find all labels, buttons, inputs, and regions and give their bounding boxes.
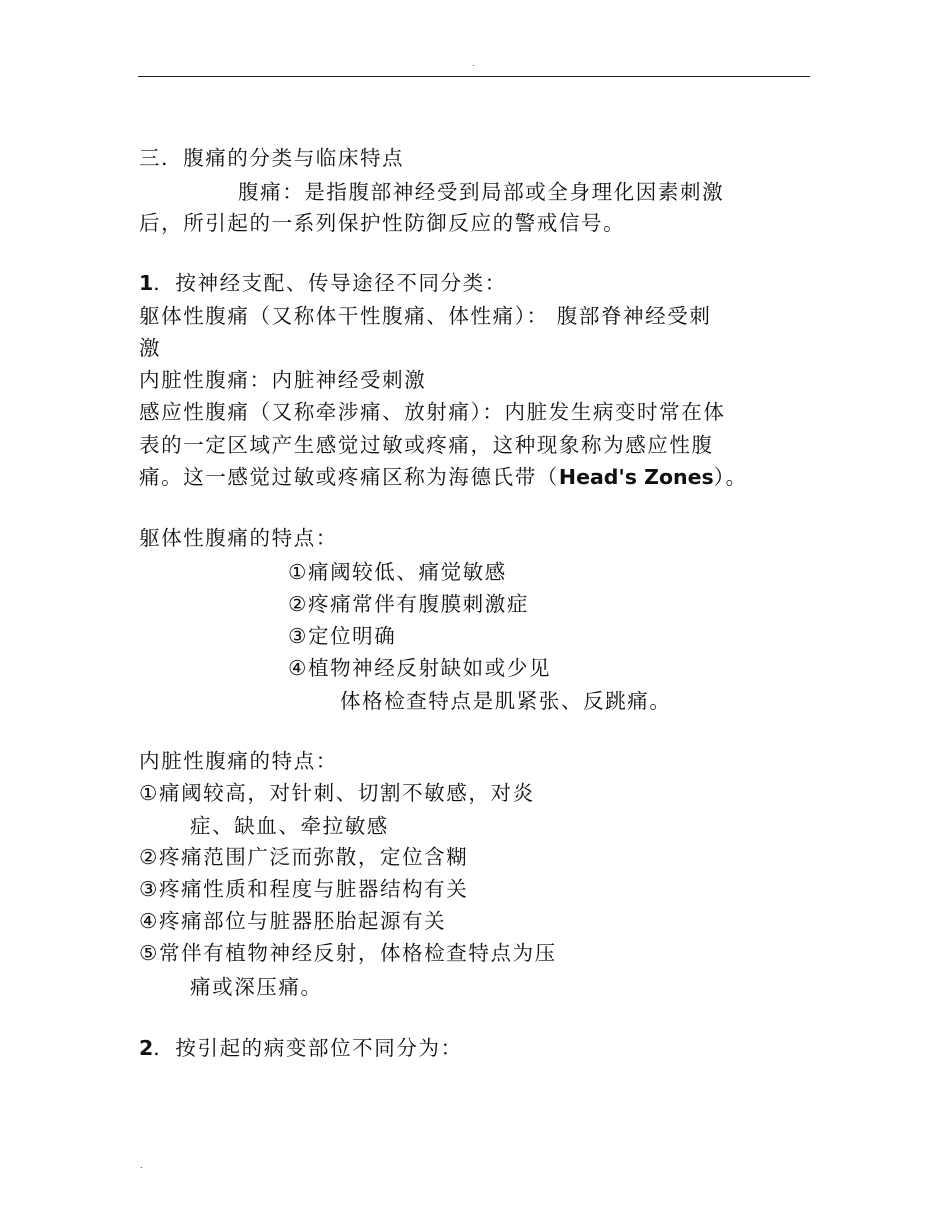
visceral-feature-item-5-line-1: ⑤常伴有植物神经反射，体格检查特点为压 (139, 941, 557, 965)
referred-definition-line-1: 感应性腹痛（又称牵涉痛、放射痛）：内脏发生病变时常在体 (139, 400, 726, 424)
visceral-features-heading: 内脏性腹痛的特点： (139, 749, 338, 773)
visceral-feature-item-4: ④疼痛部位与脏器胚胎起源有关 (139, 909, 447, 933)
somatic-feature-item: ④植物神经反射缺如或少见 (288, 656, 552, 680)
footer-mark: . (140, 1161, 143, 1170)
visceral-feature-item-5-line-2: 痛或深压痛。 (190, 975, 323, 999)
definition-line-1: 腹痛：是指腹部神经受到局部或全身理化因素刺激 (238, 180, 725, 204)
somatic-feature-item: ①痛阈较低、痛觉敏感 (288, 560, 507, 584)
somatic-feature-item: ③定位明确 (288, 624, 397, 648)
referred-definition-line-2: 表的一定区域产生感觉过敏或疼痛，这种现象称为感应性腹 (139, 433, 714, 457)
heads-zones-term: Head's Zones (558, 465, 714, 489)
visceral-feature-item-1-line-1: ①痛阈较高，对针刺、切割不敏感，对炎 (139, 781, 535, 805)
referred-line-3-pre: 痛。这一感觉过敏或疼痛区称为海德氏带（ (139, 465, 559, 489)
classification-1-number: 1 (139, 271, 154, 295)
classification-2-heading (139, 1036, 463, 1060)
referred-definition-line-3 (139, 465, 748, 489)
visceral-definition: 内脏性腹痛：内脏神经受刺激 (139, 368, 427, 392)
somatic-exam-note: 体格检查特点是肌紧张、反跳痛。 (340, 689, 672, 713)
visceral-feature-item-1-line-2: 症、缺血、牵拉敏感 (190, 814, 389, 838)
somatic-features-heading: 躯体性腹痛的特点： (139, 526, 338, 550)
somatic-definition-line-1: 躯体性腹痛（又称体干性腹痛、体性痛）： 腹部脊神经受刺 (139, 304, 712, 328)
somatic-feature-item: ②疼痛常伴有腹膜刺激症 (288, 592, 529, 616)
classification-2-number: 2 (139, 1036, 154, 1060)
header-rule (138, 76, 810, 77)
referred-line-3-post: ）。 (713, 465, 748, 489)
somatic-definition-line-2: 激 (139, 336, 162, 360)
classification-1-heading-text: ．按神经支配、传导途径不同分类： (153, 271, 507, 295)
definition-line-2: 后，所引起的一系列保护性防御反应的警戒信号。 (139, 211, 626, 235)
visceral-feature-item-3: ③疼痛性质和程度与脏器结构有关 (139, 877, 469, 901)
section-title: 三．腹痛的分类与临床特点 (139, 146, 405, 170)
visceral-feature-item-2: ②疼痛范围广泛而弥散，定位含糊 (139, 845, 469, 869)
classification-1-heading (139, 271, 507, 295)
header-mark: . (472, 59, 475, 68)
classification-2-heading-text: ．按引起的病变部位不同分为： (153, 1036, 463, 1060)
